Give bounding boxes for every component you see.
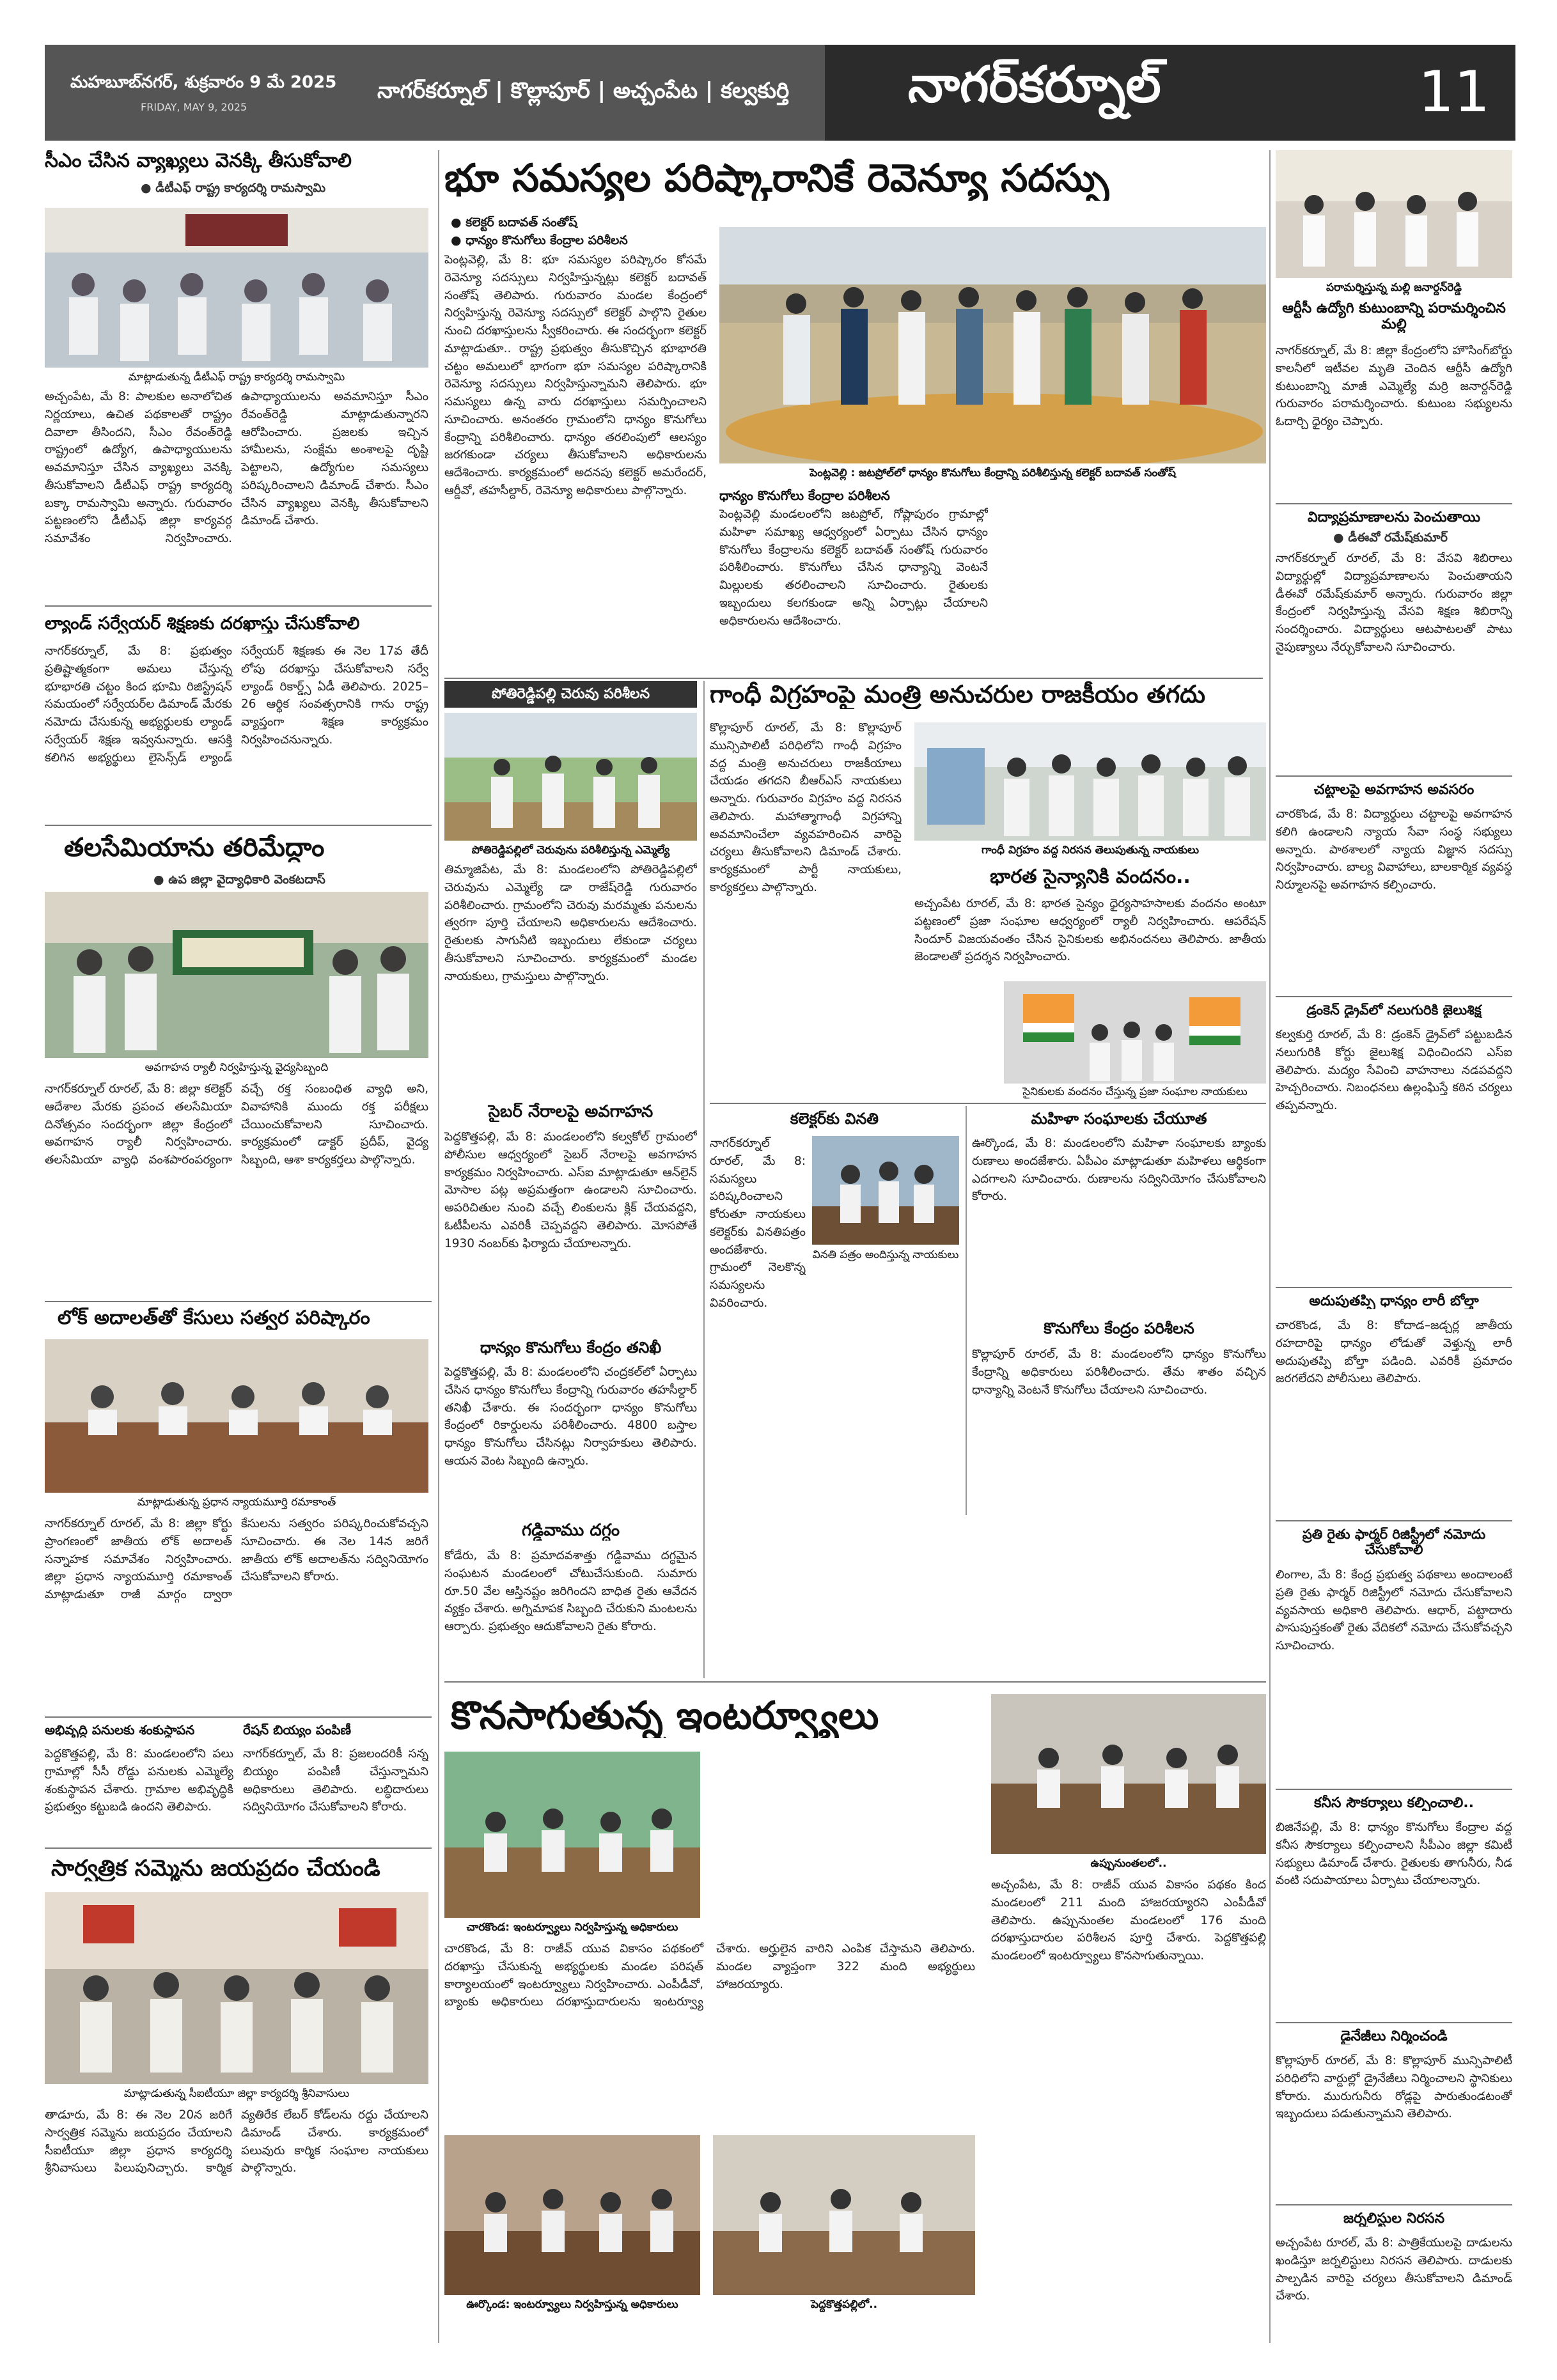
divider bbox=[45, 1716, 432, 1718]
protest-photo-graphic bbox=[914, 722, 1266, 841]
main-bullet-2: ● ధాన్యం కొనుగోలు కేంద్రాల పరిశీలన bbox=[451, 233, 628, 247]
photo-caption: సైనికులకు వందనం చేస్తున్న ప్రజా సంఘాల నాయకులు bbox=[1022, 1085, 1248, 1098]
photo-caption: గాంధీ విగ్రహం వద్ద నిరసన తెలుపుతున్న నాయకులు bbox=[981, 844, 1200, 857]
divider bbox=[1276, 996, 1512, 997]
article-headline: సైబర్ నేరాలపై అవగాహన bbox=[488, 1103, 653, 1121]
column-2 bbox=[444, 681, 700, 1678]
article-body: పెద్దకొత్తపల్లి, మే 8: మండలంలోని కల్వకోల్ గ్రామంలో పోలీసుల ఆధ్వర్యంలో సైబర్ నేరాలపై అవగాహన కార్యక్రమం నిర్వహించారు. ఎస్ఐ మాట్లాడుతూ ఆన్‌లైన్ మోసాల పట్ల అప్రమత్తంగా ఉండాలని సూచించారు. అపరిచితుల నుంచి వచ్చే లింకులను క్లిక్ చేయవద్దని, ఓటీపీలను ఎవరికీ చెప్పవద్దని తెలిపారు. మోసపోతే 1930 నంబర్‌కు ఫిర్యాదు చేయాలన్నారు. bbox=[444, 1130, 697, 1250]
article-body: కొల్లాపూర్ రూరల్, మే 8: కొల్లాపూర్ మున్సిపాలిటీ పరిధిలోని వార్డుల్లో డ్రైనేజీలు నిర్మించాలని స్థానికులు కోరారు. మురుగునీరు రోడ్లపై పారుతుండటంతో ఇబ్బందులు పడుతున్నామని తెలిపారు. bbox=[1276, 2054, 1512, 2121]
divider bbox=[45, 825, 432, 826]
interview-photo-3-graphic bbox=[444, 2135, 700, 2295]
divider bbox=[444, 678, 1263, 679]
divider bbox=[45, 1301, 432, 1302]
article-body: నాగర్‌కర్నూల్, మే 8: జిల్లా కేంద్రంలోని హౌసింగ్‌బోర్డు కాలనీలో ఇటీవల మృతి చెందిన ఆర్టీసీ ఉద్యోగి కుటుంబాన్ని మాజీ ఎమ్మెల్యే మర్రి జనార్దన్‌రెడ్డి గురువారం పరామర్శించారు. కుటుంబ సభ్యులను ఓదార్చి ధైర్యం చెప్పారు. bbox=[1276, 344, 1512, 428]
article-headline: లోక్ అదాలత్‌తో కేసులు సత్వర పరిష్కారం bbox=[58, 1307, 370, 1329]
interview-photo-2 bbox=[991, 1694, 1266, 1854]
divider bbox=[45, 605, 432, 607]
divider bbox=[1276, 1520, 1512, 1521]
article-body: నాగర్‌కర్నూల్ రూరల్, మే 8: సమస్యలు పరిష్కరించాలని కోరుతూ నాయకులు కలెక్టర్‌కు వినతిపత్రం అందజేశారు. గ్రామంలో నెలకొన్న సమస్యలను వివరించారు. bbox=[710, 1137, 806, 1310]
article-body: చారకొండ, మే 8: విద్యార్థులు చట్టాలపై అవగాహన కలిగి ఉండాలని న్యాయ సేవా సంస్థ సభ్యులు అన్నారు. పాఠశాలలో న్యాయ విజ్ఞాన సదస్సు నిర్వహించారు. బాల్య వివాహాలు, బాలకార్మిక వ్యవస్థ నిర్మూలనపై అవగాహన కల్పించారు. bbox=[1276, 807, 1512, 892]
court-meeting-photo bbox=[45, 1339, 428, 1493]
visit-photo bbox=[1276, 150, 1512, 278]
article-headline: పోతిరెడ్డిపల్లి చెరువు పరిశీలన bbox=[444, 681, 697, 708]
article-body: కోడేరు, మే 8: ప్రమాదవశాత్తు గడ్డివాము దగ్ధమైన సంఘటన మండలంలో చోటుచేసుకుంది. సుమారు రూ.50 వేల ఆస్తినష్టం జరిగిందని బాధిత రైతు ఆవేదన వ్యక్తం చేశారు. అగ్నిమాపక సిబ్బంది చేరుకుని మంటలను ఆర్పారు. ప్రభుత్వం ఆదుకోవాలని రైతు కోరారు. bbox=[444, 1549, 697, 1633]
article-headline: కలెక్టర్‌కు వినతి bbox=[790, 1110, 879, 1128]
rally-photo-graphic bbox=[45, 892, 428, 1058]
page-number: 11 bbox=[1418, 59, 1490, 125]
divider bbox=[1276, 2204, 1512, 2205]
photo-caption: మాట్లాడుతున్న డీటీఎఫ్ రాష్ట్ర కార్యదర్శి రామస్వామి bbox=[128, 371, 345, 384]
rally-photo bbox=[45, 892, 428, 1058]
army-salute-photo-graphic bbox=[1004, 981, 1266, 1084]
photo-caption: ఊర్కొండ: ఇంటర్వ్యూలు నిర్వహిస్తున్న అధికారులు bbox=[466, 2298, 678, 2311]
divider bbox=[444, 1681, 1266, 1683]
article-body: కల్వకుర్తి రూరల్, మే 8: డ్రంకెన్ డ్రైవ్‌లో పట్టుబడిన నలుగురికి కోర్టు జైలుశిక్ష విధించిందని ఎస్ఐ తెలిపారు. మద్యం సేవించి వాహనాలు నడపవద్దని హెచ్చరించారు. నిబంధనలు ఉల్లంఘిస్తే కఠిన చర్యలు తప్పవన్నారు. bbox=[1276, 1028, 1512, 1112]
header-right-band bbox=[825, 45, 1515, 141]
interviews-story bbox=[444, 1688, 1266, 2346]
page-header bbox=[45, 45, 1515, 141]
article-headline: భారత సైన్యానికి వందనం.. bbox=[990, 866, 1191, 888]
article-body: తాడూరు, మే 8: ఈ నెల 20న జరిగే సార్వత్రిక సమ్మెను జయప్రదం చేయాలని సీఐటీయూ జిల్లా ప్రధాన కార్యదర్శి శ్రీనివాసులు పిలుపునిచ్చారు. కార్మిక వ్యతిరేక లేబర్ కోడ్‌లను రద్దు చేయాలని డిమాండ్ చేశారు. కార్యక్రమంలో పలువురు కార్మిక సంఘాల నాయకులు పాల్గొన్నారు. bbox=[45, 2108, 428, 2175]
divider bbox=[1276, 775, 1512, 777]
header-date-english: FRIDAY, MAY 9, 2025 bbox=[141, 101, 247, 113]
visit-photo-graphic bbox=[1276, 150, 1512, 278]
divider bbox=[1276, 2022, 1512, 2023]
column-1 bbox=[45, 150, 435, 2349]
petition-photo bbox=[812, 1136, 959, 1245]
column-divider bbox=[438, 150, 439, 2343]
article-body: చారకొండ, మే 8: కోదాడ–జడ్చర్ల జాతీయ రహదారిపై ధాన్యం లోడుతో వెళ్తున్న లారీ అదుపుతప్పి బోల్తా పడింది. ఎవరికీ ప్రమాదం జరగలేదని పోలీసులు తెలిపారు. bbox=[1276, 1319, 1512, 1386]
article-headline: మహిళా సంఘాలకు చేయూత bbox=[1031, 1110, 1207, 1128]
header-places: నాగర్‌కర్నూల్ | కొల్లాపూర్ | అచ్చంపేట | కల్వకుర్తి bbox=[377, 78, 790, 104]
column-divider bbox=[703, 681, 705, 1678]
article-headline: ఆర్టీసీ ఉద్యోగి కుటుంబాన్ని పరామర్శించిన మల్లి bbox=[1282, 300, 1506, 333]
article-headline: గాంధీ విగ్రహంపై మంత్రి అనుచరుల రాజకీయం తగదు bbox=[710, 681, 1206, 708]
main-subhead: ధాన్యం కొనుగోలు కేంద్రాల పరిశీలన bbox=[719, 488, 890, 503]
main-body-continued: పెంట్లవెల్లి మండలంలోని జటప్రోల్, గోప్లాపురం గ్రామాల్లో మహిళా సమాఖ్య ఆధ్వర్యంలో ఏర్పాటు చేసిన ధాన్యం కొనుగోలు కేంద్రాలను కలెక్టర్ బదావత్ సంతోష్ గురువారం పరిశీలించారు. కొనుగోలు చేసిన ధాన్యాన్ని వెంటనే మిల్లులకు తరలించాలని సూచించారు. రైతులకు ఇబ్బందులు కలగకుండా అన్ని ఏర్పాట్లు చేయాలని అధికారులను ఆదేశించారు. bbox=[719, 508, 988, 628]
section-title: నాగర్‌కర్నూల్ bbox=[908, 56, 1161, 114]
photo-caption: చారకొండ: ఇంటర్వ్యూలు నిర్వహిస్తున్న అధికారులు bbox=[466, 1921, 678, 1934]
interview-photo-1-graphic bbox=[444, 1752, 700, 1918]
article-body: అచ్చంపేట రూరల్, మే 8: భారత సైన్యం ధైర్యసాహసాలకు వందనం అంటూ పట్టణంలో ప్రజా సంఘాల ఆధ్వర్యంలో ర్యాలీ నిర్వహించారు. ఆపరేషన్ సిందూర్ విజయవంతం చేసిన సైనికులకు అభినందనలు తెలిపారు. జాతీయ జెండాలతో ప్రదర్శన నిర్వహించారు. bbox=[914, 897, 1266, 964]
article-headline: కొనుగోలు కేంద్రం పరిశీలన bbox=[1044, 1320, 1194, 1337]
interview-photo-4-graphic bbox=[713, 2135, 975, 2295]
photo-caption: మాట్లాడుతున్న సీఐటీయూ జిల్లా కార్యదర్శి శ్రీనివాసులు bbox=[123, 2087, 350, 2100]
article-body: పెద్దకొత్తపల్లి, మే 8: మండలంలోని పలు గ్రామాల్లో సీసీ రోడ్డు పనులకు ఎమ్మెల్యే శంకుస్థాపన చేశారు. గ్రామాల అభివృద్ధికి ప్రభుత్వం కట్టుబడి ఉందని తెలిపారు. bbox=[45, 1747, 233, 1814]
header-left-band bbox=[45, 45, 825, 141]
article-headline: గడ్డివాము దగ్ధం bbox=[521, 1521, 620, 1540]
main-headline: భూ సమస్యల పరిష్కారానికే రెవెన్యూ సదస్సు bbox=[444, 157, 1109, 201]
column-divider bbox=[966, 1106, 967, 1515]
photo-caption: పరామర్శిస్తున్న మల్లి జనార్దన్‌రెడ్డి bbox=[1326, 281, 1462, 294]
main-photo-caption: పెంట్లవెల్లి : జటప్రోల్‌లో ధాన్యం కొనుగోలు కేంద్రాన్ని పరిశీలిస్తున్న కలెక్టర్ బదావత్ సంతోష్ bbox=[810, 467, 1176, 479]
collector-inspection-photo bbox=[719, 227, 1266, 463]
article-headline: జర్నలిస్టుల నిరసన bbox=[1343, 2211, 1445, 2227]
article-byline: ● డీఈవో రమేష్‌కుమార్ bbox=[1333, 531, 1448, 545]
petition-photo-graphic bbox=[812, 1136, 959, 1245]
article-body: అచ్చంపేట, మే 8: పాలకుల అనాలోచిత నిర్ణయాలు, ఉచిత పథకాలతో రాష్ట్రం దివాలా తీసిందని, సీఎం రేవంత్‌రెడ్డి రాష్ట్రంలో ఉద్యోగ, ఉపాధ్యాయులను అవమానిస్తూ చేసిన వ్యాఖ్యలు వెనక్కి తీసుకోవాలని డీటీఎఫ్ రాష్ట్ర కార్యదర్శి బక్కా రామస్వామి అన్నారు. గురువారం పట్టణంలోని డీటీఎఫ్ జిల్లా కార్యవర్గ సమావేశం నిర్వహించారు. ఉపాధ్యాయులను అవమానిస్తూ సీఎం రేవంత్‌రెడ్డి మాట్లాడుతున్నారని ఆరోపించారు. ప్రజలకు ఇచ్చిన హామీలను, సంక్షేమ అంశాలపై దృష్టి పెట్టాలని, ఉద్యోగుల సమస్యలు పరిష్కరించాలని డిమాండ్ చేశారు. సీఎం చేసిన వ్యాఖ్యలు వెనక్కి తీసుకోవాలని డిమాండ్ చేశారు. bbox=[45, 390, 428, 545]
article-body: నాగర్‌కర్నూల్ రూరల్, మే 8: జిల్లా కలెక్టర్ ఆదేశాల మేరకు ప్రపంచ తలసేమియా దినోత్సవం సందర్భంగా జిల్లా కేంద్రంలో అవగాహన ర్యాలీ నిర్వహించారు. తలసేమియా వ్యాధి వంశపారంపర్యంగా వచ్చే రక్త సంబంధిత వ్యాధి అని, వివాహానికి ముందు రక్త పరీక్షలు చేయించుకోవాలని సూచించారు. కార్యక్రమంలో డాక్టర్ ప్రదీప్, వైద్య సిబ్బంది, ఆశా కార్యకర్తలు పాల్గొన్నారు. bbox=[45, 1082, 428, 1167]
article-headline: అదుపుతప్పి ధాన్యం లారీ బోల్తా bbox=[1309, 1293, 1479, 1309]
interview-photo-2-graphic bbox=[991, 1694, 1266, 1854]
article-body: నాగర్‌కర్నూల్ రూరల్, మే 8: జిల్లా కోర్టు ప్రాంగణంలో జాతీయ లోక్ అదాలత్ సన్నాహక సమావేశం నిర్వహించారు. జిల్లా ప్రధాన న్యాయమూర్తి రమాకాంత్ మాట్లాడుతూ రాజీ మార్గం ద్వారా కేసులను సత్వరం పరిష్కరించుకోవచ్చని సూచించారు. ఈ నెల 14న జరిగే జాతీయ లోక్ అదాలత్‌ను సద్వినియోగం చేసుకోవాలని కోరారు. bbox=[45, 1517, 428, 1601]
article-body: బిజినేపల్లి, మే 8: ధాన్యం కొనుగోలు కేంద్రాల వద్ద కనీస సౌకర్యాలు కల్పించాలని సీపీఎం జిల్లా కమిటీ సభ్యులు డిమాండ్ చేశారు. రైతులకు తాగునీరు, నీడ వంటి సదుపాయాలు ఏర్పాటు చేయాలన్నారు. bbox=[1276, 1821, 1512, 1888]
article-body: అచ్చంపేట రూరల్, మే 8: పాత్రికేయులపై దాడులను ఖండిస్తూ జర్నలిస్టులు నిరసన తెలిపారు. దాడులకు పాల్పడిన వారిపై చర్యలు తీసుకోవాలని డిమాండ్ చేశారు. bbox=[1276, 2236, 1512, 2303]
article-headline: ధాన్యం కొనుగోలు కేంద్రం తనిఖీ bbox=[480, 1339, 662, 1357]
article-headline: తలసేమియాను తరిమేద్దాం bbox=[64, 833, 325, 862]
main-bullet-1: ● కలెక్టర్ బదావత్ సంతోష్ bbox=[451, 215, 577, 229]
lake-inspection-photo bbox=[444, 713, 697, 841]
article-byline: ● ఉప జిల్లా వైద్యాధికారి వెంకటదాస్ bbox=[153, 873, 325, 887]
divider bbox=[1276, 1287, 1512, 1288]
article-headline: సార్వత్రిక సమ్మెను జయప్రదం చేయండి bbox=[51, 1856, 380, 1881]
article-headline: విద్యాప్రమాణాలను పెంచుతాయి bbox=[1308, 509, 1480, 525]
article-body: నాగర్‌కర్నూల్, మే 8: ప్రజలందరికీ సన్న బియ్యం పంపిణీ చేస్తున్నామని అధికారులు తెలిపారు. లబ్ధిదారులు సద్వినియోగం చేసుకోవాలని కోరారు. bbox=[243, 1747, 428, 1814]
header-date-telugu: మహబూబ్‌నగర్, శుక్రవారం 9 మే 2025 bbox=[70, 73, 337, 92]
article-byline: ● డీటీఎఫ్ రాష్ట్ర కార్యదర్శి రామస్వామి bbox=[141, 181, 326, 195]
photo-caption: ఉప్పునుంతలలో.. bbox=[1090, 1857, 1167, 1870]
article-headline: సీఎం చేసిన వ్యాఖ్యలు వెనక్కి తీసుకోవాలి bbox=[45, 150, 352, 172]
interviews-headline: కొనసాగుతున్న ఇంటర్వ్యూలు bbox=[451, 1694, 879, 1738]
meeting-photo bbox=[45, 208, 428, 368]
article-body: నాగర్‌కర్నూల్, మే 8: ప్రభుత్వం ప్రతిష్టాత్మకంగా అమలు చేస్తున్న భూభారతి చట్టం కింద భూమి రిజిస్ట్రేషన్ సమయంలో సర్వేయర్‌ల డిమాండ్ మేరకు నమోదు చేసుకున్న అభ్యర్థులకు ల్యాండ్ సర్వేయర్ శిక్షణ ఇవ్వనున్నారు. ఆసక్తి కలిగిన అభ్యర్థులు లైసెన్స్‌డ్ ల్యాండ్ సర్వేయర్ శిక్షణకు ఈ నెల 17వ తేదీ లోపు దరఖాస్తు చేసుకోవాలని సర్వే ల్యాండ్ రికార్డ్స్ ఏడీ తెలిపారు. 2025–26 ఆర్థిక సంవత్సరానికి గాను రాష్ట్ర వ్యాప్తంగా శిక్షణ కార్యక్రమం నిర్వహించనున్నారు. bbox=[45, 644, 428, 765]
article-headline: డ్రంకెన్ డ్రైవ్‌లో నలుగురికి జైలుశిక్ష bbox=[1306, 1002, 1482, 1018]
column-divider bbox=[1269, 150, 1271, 2343]
meeting-photo-graphic bbox=[45, 208, 428, 368]
article-body: పెద్దకొత్తపల్లి, మే 8: మండలంలోని చంద్రకల్‌లో ఏర్పాటు చేసిన ధాన్యం కొనుగోలు కేంద్రాన్ని గురువారం తహసీల్దార్ తనిఖీ చేశారు. ఈ సందర్భంగా ధాన్యం కొనుగోలు కేంద్రంలో రికార్డులను పరిశీలించారు. 4800 బస్తాల ధాన్యం కొనుగోలు చేసినట్లు నిర్వాహకులు తెలిపారు. ఆయన వెంట సిబ్బంది ఉన్నారు. bbox=[444, 1365, 697, 1468]
interviews-body-2: అచ్చంపేట, మే 8: రాజీవ్ యువ వికాసం పథకం కింద మండలంలో 211 మంది హాజరయ్యారని ఎంపీడీవో తెలిపారు. ఉప్పునుంతల మండలంలో 176 మంది దరఖాస్తుదారుల పరిశీలన పూర్తి చేశారు. పెద్దకొత్తపల్లి మండలంలో ఇంటర్వ్యూలు కొనసాగుతున్నాయి. bbox=[991, 1878, 1266, 1963]
article-headline: ల్యాండ్ సర్వేయర్ శిక్షణకు దరఖాస్తు చేసుకోవాలి bbox=[45, 614, 360, 634]
main-body: పెంట్లవెల్లి, మే 8: భూ సమస్యల పరిష్కారం కోసమే రెవెన్యూ సదస్సులు నిర్వహిస్తున్నట్లు కలెక్టర్ బదావత్ సంతోష్ తెలిపారు. గురువారం మండల కేంద్రంలో నిర్వహిస్తున్న రెవెన్యూ సదస్సులో కలెక్టర్ పాల్గొని రైతుల నుంచి దరఖాస్తులను స్వీకరించారు. ఈ సందర్భంగా కలెక్టర్ మాట్లాడుతూ.. రాష్ట్ర ప్రభుత్వం తీసుకొచ్చిన భూభారతి చట్టం అమలులో భాగంగా భూ సమస్యల పరిష్కారానికి రెవెన్యూ సదస్సులు నిర్వహిస్తున్నామని తెలిపారు. భూ సమస్యలు ఉన్న వారు దరఖాస్తులు సమర్పించాలని సూచించారు. అనంతరం గ్రామంలోని ధాన్యం కొనుగోలు కేంద్రాన్ని పరిశీలించారు. ధాన్యం తరలింపులో ఆలస్యం జరగకుండా చర్యలు తీసుకోవాలని అధికారులను ఆదేశించారు. కార్యక్రమంలో అదనపు కలెక్టర్ అమరేందర్, ఆర్డీవో, తహసీల్దార్, రెవెన్యూ అధికారులు పాల్గొన్నారు. bbox=[444, 253, 707, 497]
divider bbox=[710, 1103, 1266, 1104]
union-meeting-photo-graphic bbox=[45, 1892, 428, 2084]
photo-caption: వినతి పత్రం అందిస్తున్న నాయకులు bbox=[812, 1248, 959, 1261]
article-body: కొల్లాపూర్ రూరల్, మే 8: మండలంలోని ధాన్యం కొనుగోలు కేంద్రాన్ని అధికారులు పరిశీలించారు. తేమ శాతం వచ్చిన ధాన్యాన్ని వెంటనే కొనుగోలు చేయాలని సూచించారు. bbox=[972, 1348, 1266, 1397]
article-body: కొల్లాపూర్ రూరల్, మే 8: కొల్లాపూర్ మున్సిపాలిటీ పరిధిలోని గాంధీ విగ్రహం వద్ద మంత్రి అనుచరులు రాజకీయాలు చేయడం తగదని బీఆర్ఎస్ నాయకులు అన్నారు. గురువారం విగ్రహం వద్ద నిరసన తెలిపారు. మహాత్మాగాంధీ విగ్రహాన్ని అవమానించేలా వ్యవహరించిన వారిపై చర్యలు తీసుకోవాలని డిమాండ్ చేశారు. కార్యక్రమంలో పార్టీ నాయకులు, కార్యకర్తలు పాల్గొన్నారు. bbox=[710, 721, 902, 894]
article-body: నాగర్‌కర్నూల్ రూరల్, మే 8: వేసవి శిబిరాలు విద్యార్థుల్లో విద్యాప్రమాణాలను పెంచుతాయని డీఈవో రమేష్‌కుమార్ అన్నారు. గురువారం జిల్లా కేంద్రంలో నిర్వహిస్తున్న వేసవి శిక్షణ శిబిరాన్ని సందర్శించారు. విద్యార్థులు ఆటపాటలతో పాటు నైపుణ్యాలు నేర్చుకోవాలని సూచించారు. bbox=[1276, 552, 1512, 654]
article-headline: అభివృద్ధి పనులకు శంకుస్థాపన bbox=[45, 1723, 195, 1738]
article-headline: కనీస సౌకర్యాలు కల్పించాలి.. bbox=[1314, 1795, 1474, 1811]
interview-photo-3 bbox=[444, 2135, 700, 2295]
article-body: లింగాల, మే 8: కేంద్ర ప్రభుత్వ పథకాలు అందాలంటే ప్రతి రైతు ఫార్మర్ రిజిస్ట్రీలో నమోదు చేసుకోవాలని వ్యవసాయ అధికారి తెలిపారు. ఆధార్, పట్టాదారు పాసుపుస్తకంతో రైతు వేదికలో నమోదు చేసుకోవచ్చని సూచించారు. bbox=[1276, 1568, 1512, 1653]
collector-inspection-photo-graphic bbox=[719, 227, 1266, 463]
photo-caption: పోతిరెడ్డిపల్లిలో చెరువును పరిశీలిస్తున్న ఎమ్మెల్యే bbox=[471, 844, 670, 857]
article-headline: డైనేజీలు నిర్మించండి bbox=[1340, 2028, 1448, 2044]
article-headline: ప్రతి రైతు ఫార్మర్ రిజిస్ట్రీలో నమోదు చేసుకోవాలి bbox=[1302, 1527, 1486, 1558]
article-body: ఊర్కొండ, మే 8: మండలంలోని మహిళా సంఘాలకు బ్యాంకు రుణాలు అందజేశారు. ఏపీఎం మాట్లాడుతూ మహిళలు ఆర్థికంగా ఎదగాలని సూచించారు. రుణాలను సద్వినియోగం చేసుకోవాలని కోరారు. bbox=[972, 1137, 1266, 1204]
article-body: తిమ్మాజిపేట, మే 8: మండలంలోని పోతిరెడ్డిపల్లిలో చెరువును ఎమ్మెల్యే డా రాజేష్‌రెడ్డి గురువారం పరిశీలించారు. గ్రామంలోని చెరువు మరమ్మతు పనులను త్వరగా పూర్తి చేయాలని అధికారులను ఆదేశించారు. రైతులకు సాగునీటి ఇబ్బందులు లేకుండా చర్యలు తీసుకోవాలని సూచించారు. కార్యక్రమంలో మండల నాయకులు, గ్రామస్తులు పాల్గొన్నారు. bbox=[444, 863, 697, 983]
main-story bbox=[444, 150, 1266, 674]
union-meeting-photo bbox=[45, 1892, 428, 2084]
divider bbox=[1276, 503, 1512, 504]
photo-caption: పెద్దకొత్తపల్లిలో.. bbox=[810, 2298, 878, 2311]
protest-photo bbox=[914, 722, 1266, 841]
column-4 bbox=[1276, 150, 1512, 2349]
divider bbox=[1276, 1789, 1512, 1790]
court-meeting-photo-graphic bbox=[45, 1339, 428, 1493]
article-headline: రేషన్ బియ్యం పంపిణీ bbox=[243, 1723, 351, 1738]
photo-caption: మాట్లాడుతున్న ప్రధాన న్యాయమూర్తి రమాకాంత్ bbox=[137, 1496, 336, 1509]
army-salute-photo bbox=[1004, 981, 1266, 1084]
photo-caption: అవగాహన ర్యాలీ నిర్వహిస్తున్న వైద్యసిబ్బంది bbox=[145, 1061, 329, 1074]
interview-photo-4 bbox=[713, 2135, 975, 2295]
interview-photo-1 bbox=[444, 1752, 700, 1918]
divider bbox=[45, 1847, 432, 1849]
lake-inspection-photo-graphic bbox=[444, 713, 697, 841]
interviews-body: చారకొండ, మే 8: రాజీవ్ యువ వికాసం పథకంలో దరఖాస్తు చేసుకున్న అభ్యర్థులకు మండల పరిషత్ కార్యాలయంలో ఇంటర్వ్యూలు నిర్వహించారు. ఎంపీడీవో, బ్యాంకు అధికారులు దరఖాస్తుదారులను ఇంటర్వ్యూ చేశారు. అర్హులైన వారిని ఎంపిక చేస్తామని తెలిపారు. మండల వ్యాప్తంగా 322 మంది అభ్యర్థులు హాజరయ్యారు. bbox=[444, 1942, 975, 2009]
article-headline: చట్టాలపై అవగాహన అవసరం bbox=[1313, 782, 1475, 798]
